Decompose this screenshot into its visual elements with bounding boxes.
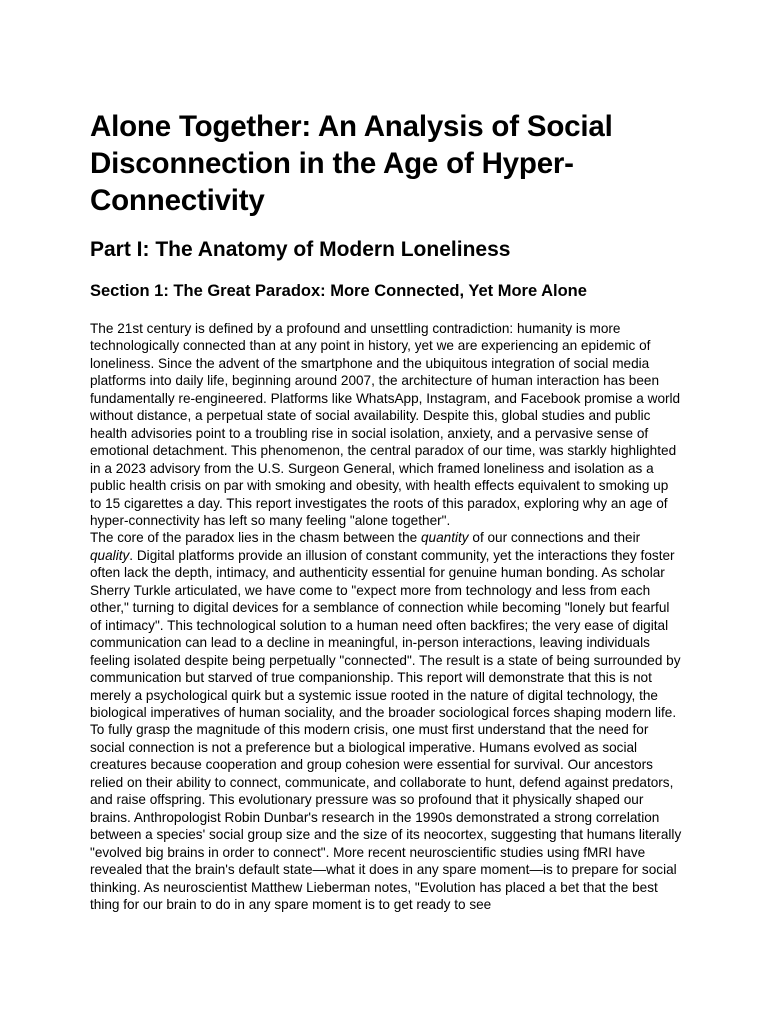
- document-page: [90, 108, 682, 913]
- paragraph-2-emphasis-quality: quality: [90, 547, 130, 563]
- section-heading: Section 1: The Great Paradox: More Connected, Yet More Alone: [90, 282, 587, 300]
- part-heading: Part I: The Anatomy of Modern Loneliness: [90, 238, 511, 261]
- paragraph-1: The 21st century is defined by a profound and unsettling contradiction: humanity is more technologically connected than at any point in history, yet we are experiencing an epidemic of loneliness. Since the advent of the smartphone and the ubiquitous integration of social media platforms into daily life, beginning around 2007, the architecture of human interaction has been fundamentally re-engineered. Platforms like WhatsApp, Instagram, and Facebook promise a world without distance, a perpetual state of social availability. Despite this, global studies and public health advisories point to a troubling rise in social isolation, anxiety, and a pervasive sense of emotional detachment. This phenomenon, the central paradox of our time, was starkly highlighted in a 2023 advisory from the U.S. Surgeon General, which framed loneliness and isolation as a public health crisis on par with smoking and obesity, with health effects equivalent to smoking up to 15 cigarettes a day. This report investigates the roots of this paradox, exploring why an age of hyper-connectivity has left so many feeling "alone together".: [90, 321, 681, 528]
- paragraph-3: To fully grasp the magnitude of this modern crisis, one must first understand that the need for social connection is not a preference but a biological imperative. Humans evolved as social creatures because cooperation and group cohesion were essential for survival. Our ancestors relied on their ability to connect, communicate, and collaborate to hunt, defend against predators, and raise offspring. This evolutionary pressure was so profound that it physically shaped our brains. Anthropologist Robin Dunbar's research in the 1990s demonstrated a strong correlation between a species' social group size and the size of its neocortex, suggesting that humans literally "evolved big brains in order to connect". More recent neuroscientific studies using fMRI have revealed that the brain's default state—what it does in any spare moment—is to prepare for social thinking. As neuroscientist Matthew Lieberman notes, "Evolution has placed a bet that the best thing for our brain to do in any spare moment is to get ready to see: [90, 722, 682, 912]
- paragraph-2-text-a: The core of the paradox lies in the chasm between the: [90, 530, 421, 546]
- paragraph-2-text-b: of our connections and their: [468, 530, 641, 546]
- paragraph-2-text-c: . Digital platforms provide an illusion of constant community, yet the interactions they foster often lack the depth, intimacy, and authenticity essential for genuine human bonding. As scholar Sherry Turkle articulated, we have come to "expect more from technology and less from each other," turning to digital devices for a semblance of connection while becoming "lonely but fearful of intimacy". This technological solution to a human need often backfires; the very ease of digital communication can lead to a decline in meaningful, in-person interactions, leaving individuals feeling isolated despite being perpetually "connected". The result is a state of being surrounded by communication but starved of true companionship. This report will demonstrate that this is not merely a psychological quirk but a systemic issue rooted in the nature of digital technology, the biological imperatives of human sociality, and the broader sociological forces shaping modern life.: [90, 547, 681, 720]
- paragraph-2-emphasis-quantity: quantity: [420, 530, 469, 546]
- body-text: [90, 320, 682, 913]
- document-title: Alone Together: An Analysis of Social Disconnection in the Age of Hyper-Connectivity: [90, 110, 613, 217]
- paragraph-2: [90, 529, 682, 721]
